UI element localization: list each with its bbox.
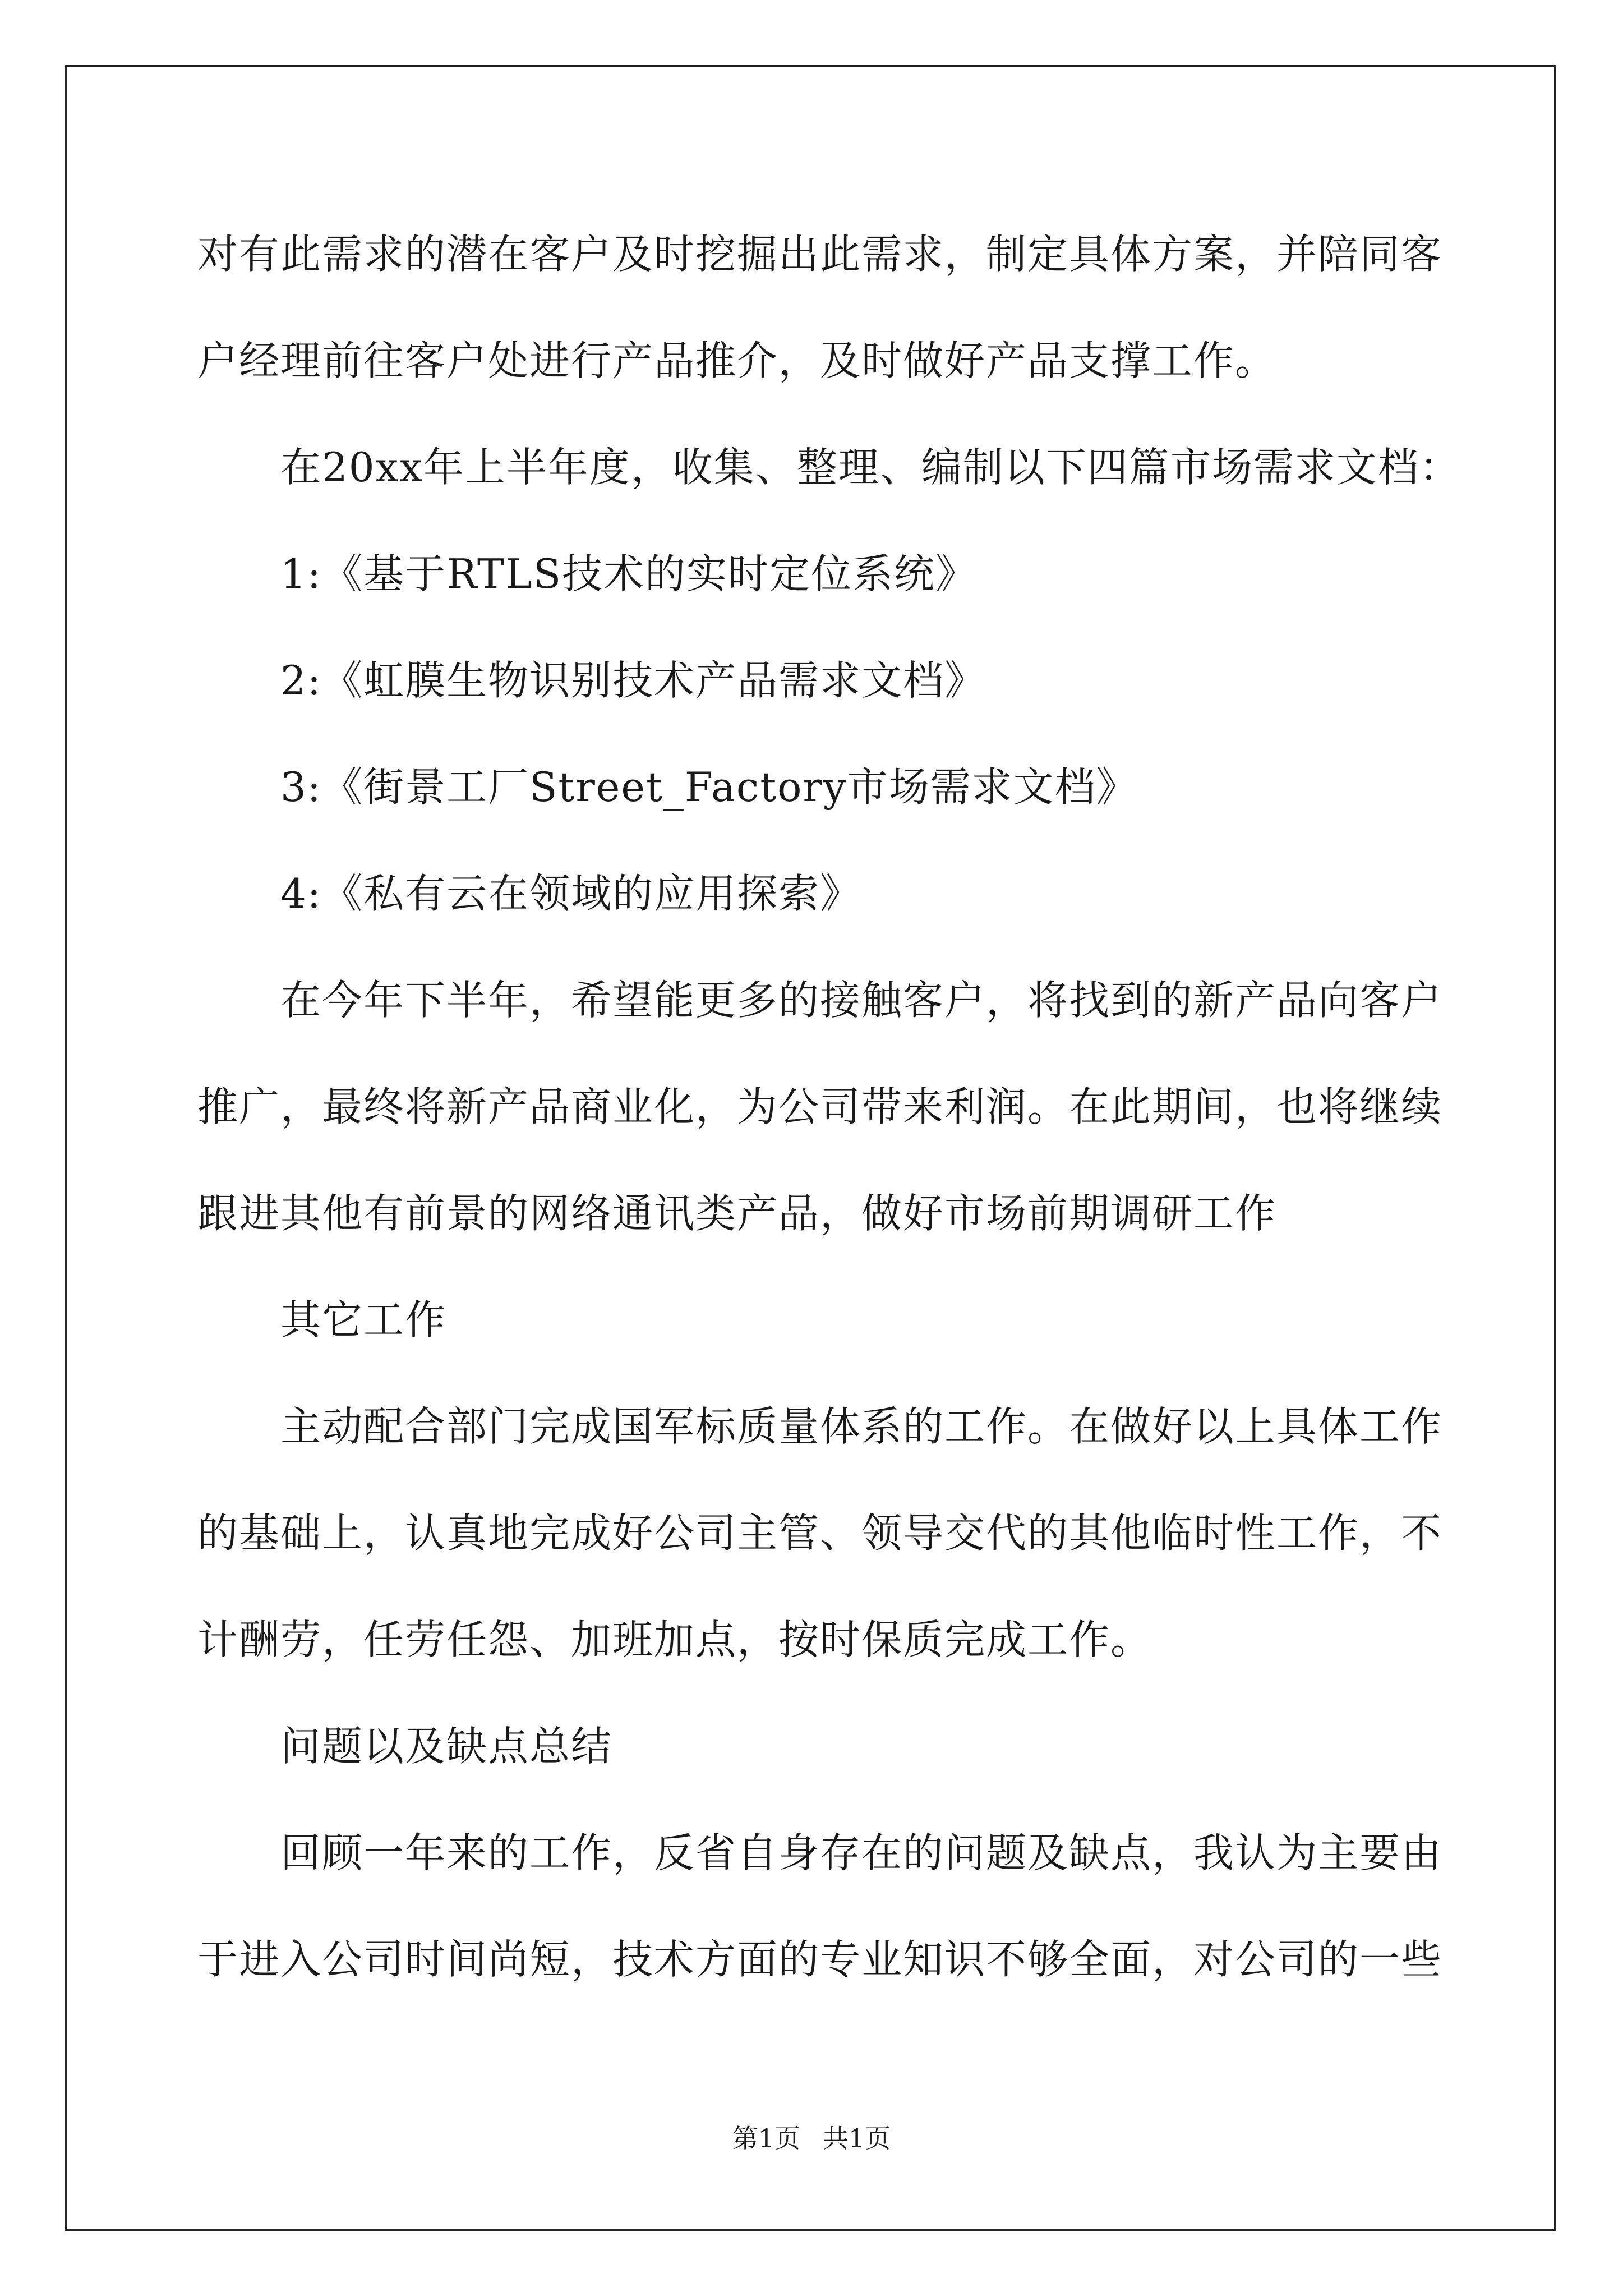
body-line: 回顾一年来的工作，反省自身存在的问题及缺点，我认为主要由 xyxy=(280,1829,1443,1876)
body-line: 推广，最终将新产品商业化，为公司带来利润。在此期间，也将继续 xyxy=(197,1083,1443,1130)
page-number: 第1页 xyxy=(732,2123,800,2154)
page-footer xyxy=(0,2122,1623,2155)
list-item: 4:《私有云在领域的应用探索》 xyxy=(280,870,862,917)
body-line: 在20xx年上半年度，收集、整理、编制以下四篇市场需求文档： xyxy=(280,444,1461,491)
body-line: 于进入公司时间尚短，技术方面的专业知识不够全面，对公司的一些 xyxy=(197,1936,1443,1983)
body-line: 在今年下半年，希望能更多的接触客户，将找到的新产品向客户 xyxy=(280,977,1443,1024)
body-line: 户经理前往客户处进行产品推介，及时做好产品支撑工作。 xyxy=(197,337,1277,384)
section-heading: 其它工作 xyxy=(280,1296,447,1343)
body-line: 主动配合部门完成国军标质量体系的工作。在做好以上具体工作 xyxy=(280,1403,1443,1450)
document-body xyxy=(197,218,1461,2030)
page-total: 共1页 xyxy=(823,2123,891,2154)
list-item: 1:《基于RTLS技术的实时定位系统》 xyxy=(280,550,978,597)
body-line: 计酬劳，任劳任怨、加班加点，按时保质完成工作。 xyxy=(197,1616,1152,1663)
list-item: 2:《虹膜生物识别技术产品需求文档》 xyxy=(280,657,986,704)
body-line: 对有此需求的潜在客户及时挖掘出此需求，制定具体方案，并陪同客 xyxy=(197,231,1443,278)
section-heading: 问题以及缺点总结 xyxy=(280,1723,613,1770)
list-item: 3:《街景工厂Street_Factory市场需求文档》 xyxy=(280,763,1138,811)
body-line: 的基础上，认真地完成好公司主管、领导交代的其他临时性工作，不 xyxy=(197,1510,1443,1557)
body-line: 跟进其他有前景的网络通讯类产品，做好市场前期调研工作 xyxy=(197,1190,1277,1237)
